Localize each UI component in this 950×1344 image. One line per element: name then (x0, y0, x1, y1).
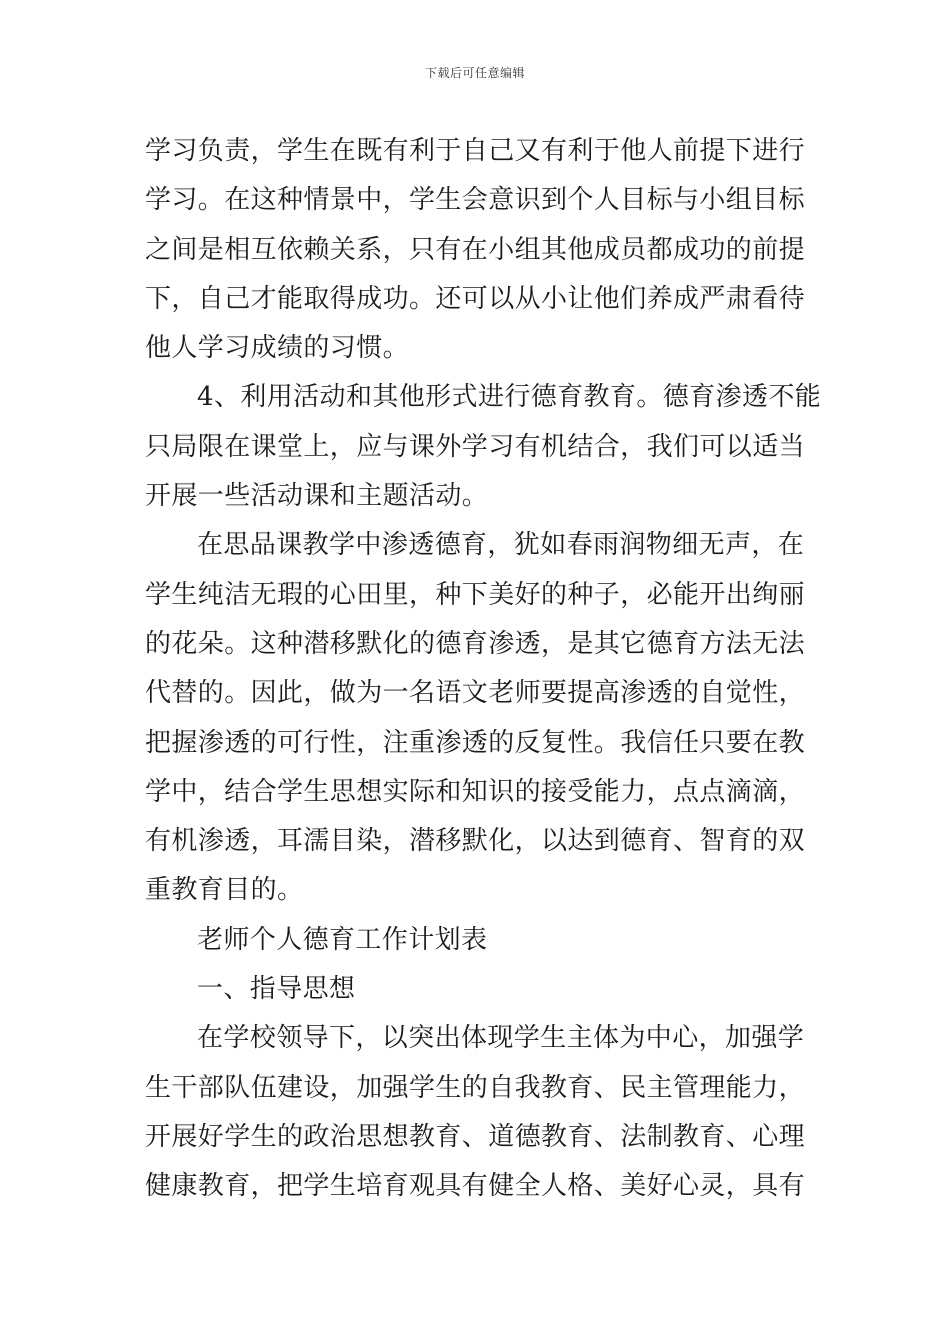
text-line: 只局限在课堂上，应与课外学习有机结合，我们可以适当 (145, 431, 806, 462)
document-body (145, 127, 822, 1212)
text-line: 在学校领导下，以突出体现学生主体为中心，加强学 (197, 1023, 805, 1054)
text-line: 把握渗透的可行性，注重渗透的反复性。我信任只要在教 (145, 727, 806, 758)
text-line: 学习。在这种情景中，学生会意识到个人目标与小组目标 (145, 185, 806, 216)
text-line: 开展一些活动课和主题活动。 (145, 481, 489, 512)
text-line: 代替的。因此，做为一名语文老师要提高渗透的自觉性， (145, 678, 806, 709)
text-line: 下，自己才能取得成功。还可以从小让他们养成严肃看待 (145, 283, 806, 314)
text-line: 生干部队伍建设，加强学生的自我教育、民主管理能力， (145, 1072, 806, 1103)
section-heading: 一、指导思想 (197, 974, 356, 1005)
section-title: 老师个人德育工作计划表 (197, 924, 488, 955)
text-line: 开展好学生的政治思想教育、道德教育、法制教育、心理 (145, 1121, 806, 1152)
text-line: 学习负责，学生在既有利于自己又有利于他人前提下进行 (145, 136, 806, 166)
page-header: 下载后可任意编辑 (424, 66, 525, 80)
text-line: 学生纯洁无瑕的心田里，种下美好的种子，必能开出绚丽 (145, 579, 806, 610)
text-line: 的花朵。这种潜移默化的德育渗透，是其它德育方法无法 (145, 628, 806, 659)
text-line: 他人学习成绩的习惯。 (145, 333, 410, 364)
text-line: 有机渗透，耳濡目染，潜移默化，以达到德育、智育的双 (145, 826, 806, 857)
text-line: 健康教育，把学生培育观具有健全人格、美好心灵，具有 (145, 1171, 806, 1202)
text-line: 之间是相互依赖关系，只有在小组其他成员都成功的前提 (145, 234, 806, 265)
text-line: 4、利用活动和其他形式进行德育教育。德育渗透不能 (197, 382, 822, 413)
text-line: 学中，结合学生思想实际和知识的接受能力，点点滴滴， (145, 776, 806, 807)
text-line: 在思品课教学中渗透德育，犹如春雨润物细无声，在 (197, 530, 805, 561)
text-line: 重教育目的。 (145, 875, 304, 906)
